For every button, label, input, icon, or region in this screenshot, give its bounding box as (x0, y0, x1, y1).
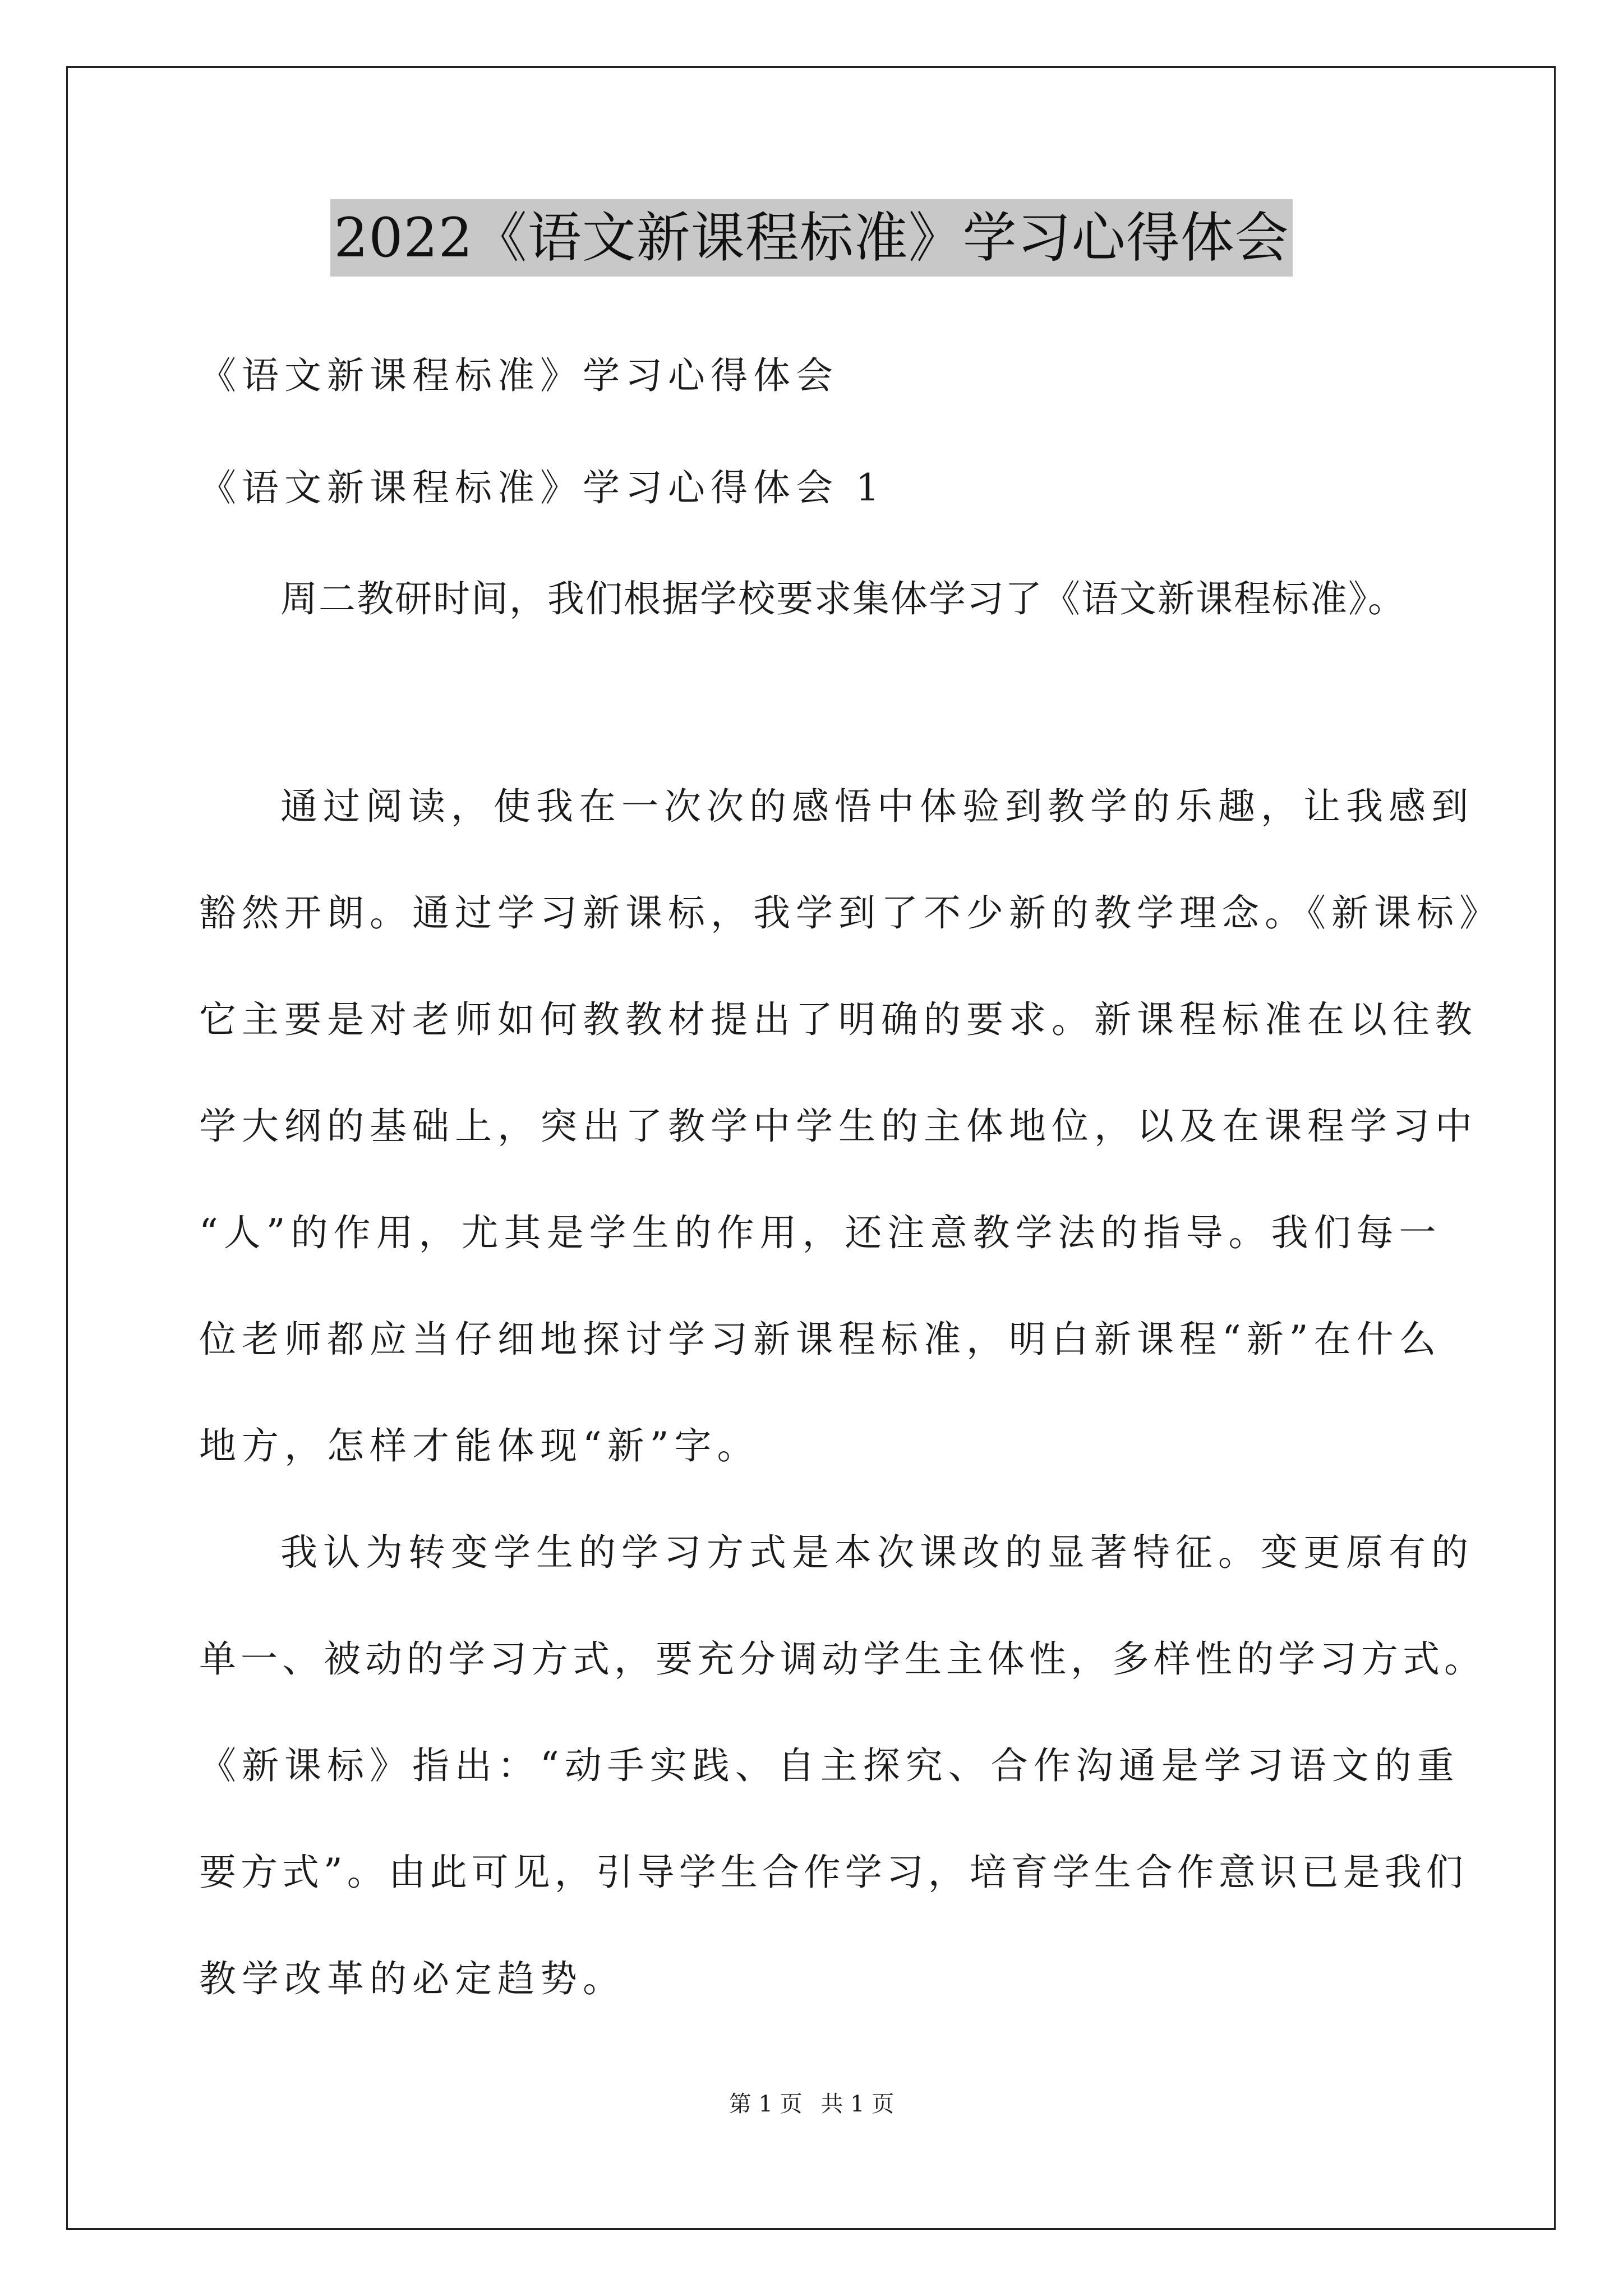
paragraph-2-line: 学大纲的基础上，突出了教学中学生的主体地位，以及在课程学习中 (199, 1105, 1478, 1148)
paragraph-2-line: 豁然开朗。通过学习新课标，我学到了不少新的教学理念。《新课标》 (199, 891, 1502, 935)
document-subtitle: 《语文新课程标准》学习心得体会 (199, 354, 838, 397)
title-container (0, 199, 1623, 277)
paragraph-2-line: 它主要是对老师如何教教材提出了明确的要求。新课程标准在以往教 (199, 998, 1478, 1041)
section-heading: 《语文新课程标准》学习心得体会 1 (199, 466, 885, 509)
paragraph-3-line: 教学改革的必定趋势。 (199, 1957, 625, 2000)
paragraph-3-line: 要方式”。由此可见，引导学生合作学习，培育学生合作意识已是我们 (199, 1851, 1468, 1894)
current-page-label: 第 1 页 (728, 2091, 803, 2117)
document-title: 2022《语文新课程标准》学习心得体会 (330, 199, 1292, 277)
paragraph-2-line: 地方，怎样才能体现“新”字。 (199, 1424, 760, 1467)
paragraph-2-line: 通过阅读，使我在一次次的感悟中体验到教学的乐趣，让我感到 (280, 785, 1474, 828)
total-pages-label: 共 1 页 (820, 2091, 895, 2117)
paragraph-3-line: 《新课标》指出：“动手实践、自主探究、合作沟通是学习语文的重 (199, 1744, 1460, 1787)
paragraph-3-line: 单一、被动的学习方式，要充分调动学生主体性，多样性的学习方式。 (199, 1637, 1486, 1681)
paragraph-3-line: 我认为转变学生的学习方式是本次课改的显著特征。变更原有的 (280, 1531, 1474, 1574)
paragraph-2-line: 位老师都应当仔细地探讨学习新课程标准，明白新课程“新”在什么 (199, 1318, 1442, 1361)
paragraph-1: 周二教研时间，我们根据学校要求集体学习了《语文新课程标准》。 (280, 577, 1406, 620)
paragraph-2-line: “人”的作用，尤其是学生的作用，还注意教学法的指导。我们每一 (199, 1211, 1442, 1254)
page-footer (0, 2088, 1623, 2120)
